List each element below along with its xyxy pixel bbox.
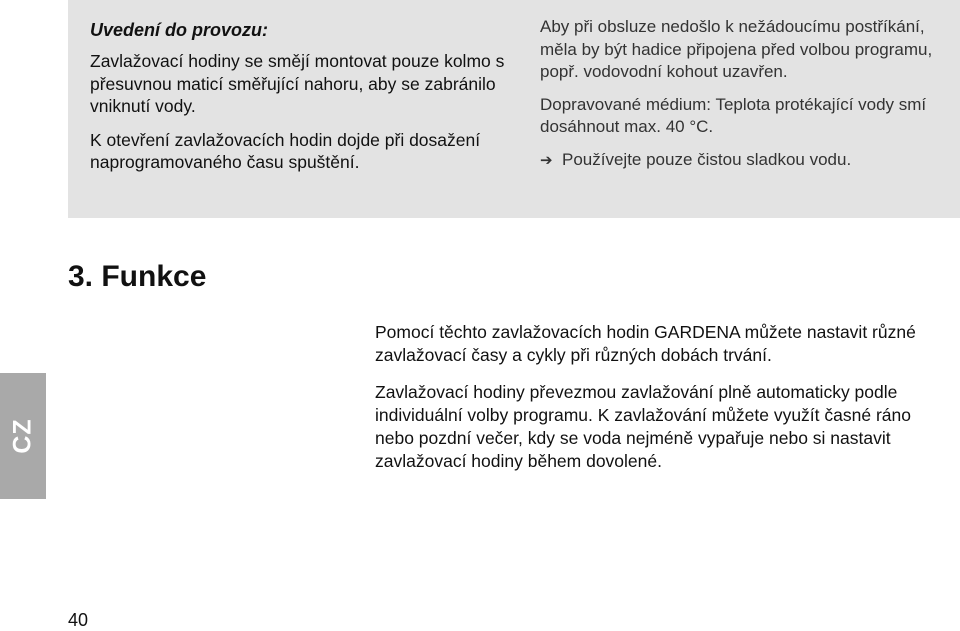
arrow-right-icon: ➔ — [540, 151, 553, 169]
info-box-right-paragraph: Dopravované médium: Teplota protékající vody smí dosáhnout max. 40 °C. — [540, 94, 927, 136]
info-box-left-paragraph: K otevření zavlažovacích hodin dojde při dosažení naprogramovaného času spuštění. — [90, 129, 481, 172]
info-box-left-column — [90, 18, 510, 185]
info-box-heading: Uvedení do provozu: — [90, 20, 269, 40]
info-box-left-paragraph: Zavlažovací hodiny se smějí montovat pouze kolmo s přesuvnou maticí směřující nahoru, aby se zabránilo vniknutí vody. — [90, 51, 505, 116]
page-number: 40 — [68, 610, 89, 630]
info-box-right-column — [540, 16, 950, 172]
section-body — [375, 321, 950, 487]
tip-text: Používejte pouze čistou sladkou vodu. — [562, 149, 852, 169]
language-tab-label: CZ — [8, 418, 37, 454]
tip-line — [540, 149, 950, 173]
info-box-right-paragraph: Aby při obsluze nedošlo k nežádoucímu postříkání, měla by být hadice připojena před volbou programu, popř. vodovodní kohout uzavřen. — [540, 17, 933, 81]
body-paragraph: Zavlažovací hodiny převezmou zavlažování plně automaticky podle individuální volby programu. K zavlažování můžete využít časné ráno nebo pozdní večer, kdy se voda nejméně vypařuje nebo si nastavit zavlažovací hodiny během dovolené. — [375, 382, 911, 471]
language-tab — [0, 373, 46, 499]
body-paragraph: Pomocí těchto zavlažovacích hodin GARDENA můžete nastavit různé zavlažovací časy a cykly při různých dobách trvání. — [375, 322, 916, 365]
section-title: 3. Funkce — [68, 260, 207, 293]
